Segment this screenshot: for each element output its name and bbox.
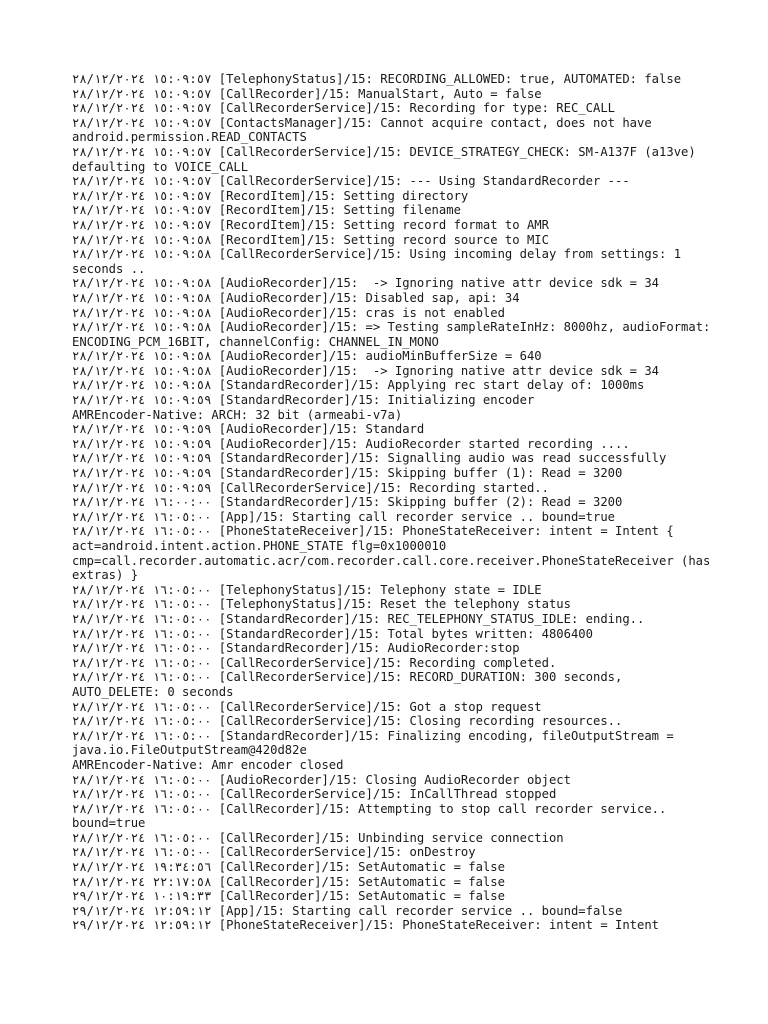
log-line (72, 670, 712, 699)
log-timestamp: ١٥:٠٩:٥٧ ٢٨/١٢/٢٠٢٤ (72, 72, 212, 86)
log-message: [AudioRecorder]/15: => Testing sampleRateInHz: 8000hz, audioFormat: ENCODING_PCM_16BIT, channelConfig: CHANNEL_IN_MONO (72, 320, 718, 349)
log-line (72, 276, 712, 291)
log-timestamp: ١٥:٠٩:٥٧ ٢٨/١٢/٢٠٢٤ (72, 101, 212, 116)
log-line (72, 583, 712, 598)
log-line (72, 451, 712, 466)
log-timestamp: ١٥:٠٩:٥٧ ٢٨/١٢/٢٠٢٤ (72, 217, 212, 232)
log-message: [RecordItem]/15: Setting directory (218, 188, 469, 203)
log-timestamp: ١٦:٠٥:٠٠ ٢٨/١٢/٢٠٢٤ (72, 524, 212, 539)
log-line (72, 510, 712, 525)
log-line (72, 72, 712, 87)
log-timestamp: ١٥:٠٩:٥٨ ٢٨/١٢/٢٠٢٤ (72, 363, 212, 378)
log-timestamp: ١٩:٣٤:٥٦ ٢٨/١٢/٢٠٢٤ (72, 860, 212, 875)
log-document (72, 72, 718, 933)
log-line (72, 378, 712, 393)
log-message: [CallRecorderService]/15: --- Using StandardRecorder --- (218, 174, 630, 189)
log-timestamp: ١٦:٠٥:٠٠ ٢٨/١٢/٢٠٢٤ (72, 845, 212, 860)
log-timestamp: ١٥:٠٩:٥٧ ٢٨/١٢/٢٠٢٤ (72, 144, 212, 159)
log-timestamp: ١٥:٠٩:٥٩ ٢٨/١٢/٢٠٢٤ (72, 466, 212, 481)
log-message: [AudioRecorder]/15: audioMinBufferSize = 640 (218, 349, 542, 364)
log-timestamp: ١٦:٠٥:٠٠ ٢٨/١٢/٢٠٢٤ (72, 699, 212, 714)
log-line (72, 918, 712, 933)
log-timestamp: ١٢:٥٩:١٢ ٢٩/١٢/٢٠٢٤ (72, 903, 212, 918)
log-timestamp: ١٦:٠٥:٠٠ ٢٨/١٢/٢٠٢٤ (72, 509, 212, 524)
log-line (72, 700, 712, 715)
log-timestamp: ١٢:٥٩:١٢ ٢٩/١٢/٢٠٢٤ (72, 918, 212, 933)
log-timestamp: ١٥:٠٩:٥٨ ٢٨/١٢/٢٠٢٤ (72, 320, 212, 335)
log-message: [ContactsManager]/15: Cannot acquire contact, does not have android.permission.READ_CONTACTS (72, 115, 660, 145)
log-timestamp: ١٦:٠٥:٠٠ ٢٨/١٢/٢٠٢٤ (72, 728, 212, 743)
log-message: [RecordItem]/15: Setting record source to MIC (218, 232, 549, 247)
log-timestamp: ١٦:٠٥:٠٠ ٢٨/١٢/٢٠٢٤ (72, 626, 212, 641)
log-message: [CallRecorderService]/15: Recording for type: REC_CALL (218, 101, 615, 116)
log-line (72, 904, 712, 919)
log-timestamp: ١٠:١٩:٣٣ ٢٩/١٢/٢٠٢٤ (72, 889, 212, 904)
log-line (72, 524, 718, 583)
log-lines (72, 72, 718, 933)
log-line (72, 203, 712, 218)
log-timestamp: ١٦:٠٥:٠٠ ٢٨/١٢/٢٠٢٤ (72, 772, 212, 787)
log-timestamp: ١٦:٠٠:٠٠ ٢٨/١٢/٢٠٢٤ (72, 495, 212, 510)
log-message: [StandardRecorder]/15: Total bytes written: 4806400 (218, 626, 593, 641)
log-timestamp: ١٦:٠٥:٠٠ ٢٨/١٢/٢٠٢٤ (72, 641, 212, 656)
log-message: [RecordItem]/15: Setting filename (218, 203, 461, 218)
log-message: [CallRecorderService]/15: InCallThread stopped (218, 787, 557, 802)
log-line (72, 495, 712, 510)
log-line (72, 101, 712, 116)
log-timestamp: ١٥:٠٩:٥٩ ٢٨/١٢/٢٠٢٤ (72, 451, 212, 466)
log-message: [StandardRecorder]/15: Initializing encoder (218, 393, 535, 408)
log-line (72, 466, 712, 481)
log-message: [PhoneStateReceiver]/15: PhoneStateReceiver: intent = Intent { act=android.intent.action.PHONE_STATE flg=0x1000010 cmp=call.recorder.automatic.acr/com.recorder.call.core.receiver.PhoneStateReceiver (has extras) } (72, 524, 718, 583)
log-message: [CallRecorderService]/15: Recording completed. (218, 655, 557, 670)
log-line (72, 845, 712, 860)
log-line (72, 889, 712, 904)
log-timestamp: ١٥:٠٩:٥٧ ٢٨/١٢/٢٠٢٤ (72, 174, 212, 189)
log-timestamp: ١٥:٠٩:٥٩ ٢٨/١٢/٢٠٢٤ (72, 480, 212, 495)
log-line (72, 422, 712, 437)
log-message: [StandardRecorder]/15: AudioRecorder:stop (218, 641, 520, 656)
log-message: [CallRecorder]/15: SetAutomatic = false (218, 889, 505, 904)
log-message: [StandardRecorder]/15: Signalling audio was read successfully (218, 451, 667, 466)
log-message: AMREncoder-Native: Amr encoder closed (72, 757, 344, 772)
log-line (72, 831, 712, 846)
log-line (72, 218, 712, 233)
log-line (72, 656, 712, 671)
log-message: [CallRecorderService]/15: Using incoming delay from settings: 1 seconds .. (72, 247, 689, 276)
log-timestamp: ١٥:٠٩:٥٩ ٢٨/١٢/٢٠٢٤ (72, 393, 212, 408)
log-line (72, 875, 712, 890)
log-message: [CallRecorderService]/15: DEVICE_STRATEGY_CHECK: SM-A137F (a13ve) defaulting to VOICE_CALL (72, 144, 704, 174)
log-line (72, 306, 712, 321)
log-message: [PhoneStateReceiver]/15: PhoneStateReceiver: intent = Intent (218, 918, 660, 933)
log-timestamp: ١٥:٠٩:٥٨ ٢٨/١٢/٢٠٢٤ (72, 276, 212, 291)
log-line (72, 802, 712, 831)
log-timestamp: ١٥:٠٩:٥٧ ٢٨/١٢/٢٠٢٤ (72, 86, 212, 101)
log-line (72, 627, 712, 642)
log-message: [CallRecorder]/15: Unbinding service connection (218, 830, 564, 845)
log-timestamp: ٢٢:١٧:٥٨ ٢٨/١٢/٢٠٢٤ (72, 874, 212, 889)
log-timestamp: ١٥:٠٩:٥٨ ٢٨/١٢/٢٠٢٤ (72, 247, 212, 262)
log-line (72, 612, 712, 627)
log-message: [AudioRecorder]/15: Closing AudioRecorder object (218, 772, 571, 787)
log-timestamp: ١٦:٠٥:٠٠ ٢٨/١٢/٢٠٢٤ (72, 597, 212, 612)
log-message: [CallRecorder]/15: SetAutomatic = false (218, 860, 505, 875)
log-timestamp: ١٦:٠٥:٠٠ ٢٨/١٢/٢٠٢٤ (72, 714, 212, 729)
log-message: [CallRecorder]/15: SetAutomatic = false (218, 874, 505, 889)
log-message: [CallRecorder]/15: ManualStart, Auto = false (218, 86, 542, 101)
log-timestamp: ١٦:٠٥:٠٠ ٢٨/١٢/٢٠٢٤ (72, 787, 212, 802)
log-message: [CallRecorderService]/15: Got a stop request (218, 699, 542, 714)
log-timestamp: ١٦:٠٥:٠٠ ٢٨/١٢/٢٠٢٤ (72, 611, 212, 626)
log-line (72, 860, 712, 875)
log-message: [AudioRecorder]/15: Standard (218, 422, 425, 437)
log-timestamp: ١٦:٠٥:٠٠ ٢٨/١٢/٢٠٢٤ (72, 830, 212, 845)
log-line (72, 393, 712, 408)
log-line (72, 641, 712, 656)
log-message: [StandardRecorder]/15: Skipping buffer (1): Read = 3200 (218, 466, 623, 481)
log-timestamp: ١٦:٠٥:٠٠ ٢٨/١٢/٢٠٢٤ (72, 582, 212, 597)
log-message: [StandardRecorder]/15: Applying rec start delay of: 1000ms (218, 378, 645, 393)
log-line (72, 481, 712, 496)
log-line (72, 189, 712, 204)
log-line (72, 714, 712, 729)
log-message: [CallRecorder]/15: Attempting to stop call recorder service.. bound=true (72, 801, 674, 831)
log-line (72, 145, 712, 174)
log-timestamp: ١٥:٠٩:٥٨ ٢٨/١٢/٢٠٢٤ (72, 305, 212, 320)
log-timestamp: ١٥:٠٩:٥٩ ٢٨/١٢/٢٠٢٤ (72, 436, 212, 451)
log-line (72, 597, 712, 612)
log-message: [CallRecorderService]/15: Closing recording resources.. (218, 714, 623, 729)
log-line (72, 729, 712, 758)
log-line (72, 437, 712, 452)
log-line (72, 233, 712, 248)
log-message: [CallRecorderService]/15: onDestroy (218, 845, 476, 860)
log-timestamp: ١٥:٠٩:٥٧ ٢٨/١٢/٢٠٢٤ (72, 188, 212, 203)
log-message: [StandardRecorder]/15: REC_TELEPHONY_STATUS_IDLE: ending.. (218, 611, 645, 626)
log-message: [CallRecorderService]/15: RECORD_DURATION: 300 seconds, AUTO_DELETE: 0 seconds (72, 670, 630, 699)
log-line (72, 408, 712, 423)
log-message: [TelephonyStatus]/15: Telephony state = IDLE (218, 582, 542, 597)
log-line (72, 758, 712, 773)
log-timestamp: ١٦:٠٥:٠٠ ٢٨/١٢/٢٠٢٤ (72, 801, 212, 816)
log-message: [TelephonyStatus]/15: Reset the telephony status (218, 597, 571, 612)
log-line (72, 773, 712, 788)
log-line (72, 116, 712, 145)
log-message: [TelephonyStatus]/15: RECORDING_ALLOWED: true, AUTOMATED: false (218, 72, 682, 86)
log-message: [AudioRecorder]/15: -> Ignoring native attr device sdk = 34 (218, 276, 660, 291)
log-timestamp: ١٥:٠٩:٥٨ ٢٨/١٢/٢٠٢٤ (72, 232, 212, 247)
log-timestamp: ١٥:٠٩:٥٩ ٢٨/١٢/٢٠٢٤ (72, 422, 212, 437)
log-timestamp: ١٥:٠٩:٥٨ ٢٨/١٢/٢٠٢٤ (72, 378, 212, 393)
log-line (72, 87, 712, 102)
log-message: [AudioRecorder]/15: cras is not enabled (218, 305, 505, 320)
log-line (72, 174, 712, 189)
log-message: [App]/15: Starting call recorder service .. bound=false (218, 903, 623, 918)
log-message: AMREncoder-Native: ARCH: 32 bit (armeabi-v7a) (72, 407, 403, 422)
log-line (72, 364, 712, 379)
log-message: [RecordItem]/15: Setting record format to AMR (218, 217, 549, 232)
log-message: [App]/15: Starting call recorder service .. bound=true (218, 509, 615, 524)
log-timestamp: ١٥:٠٩:٥٨ ٢٨/١٢/٢٠٢٤ (72, 290, 212, 305)
log-timestamp: ١٦:٠٥:٠٠ ٢٨/١٢/٢٠٢٤ (72, 655, 212, 670)
log-message: [StandardRecorder]/15: Finalizing encoding, fileOutputStream = java.io.FileOutputStream@420d82e (72, 728, 682, 758)
log-message: [AudioRecorder]/15: Disabled sap, api: 34 (218, 290, 520, 305)
log-message: [AudioRecorder]/15: -> Ignoring native attr device sdk = 34 (218, 363, 660, 378)
log-line (72, 247, 712, 276)
log-line (72, 787, 712, 802)
log-timestamp: ١٥:٠٩:٥٧ ٢٨/١٢/٢٠٢٤ (72, 203, 212, 218)
log-timestamp: ١٥:٠٩:٥٧ ٢٨/١٢/٢٠٢٤ (72, 115, 212, 130)
log-message: [AudioRecorder]/15: AudioRecorder started recording .... (218, 436, 630, 451)
log-line (72, 320, 718, 349)
log-timestamp: ١٥:٠٩:٥٨ ٢٨/١٢/٢٠٢٤ (72, 349, 212, 364)
log-timestamp: ١٦:٠٥:٠٠ ٢٨/١٢/٢٠٢٤ (72, 670, 212, 685)
log-message: [StandardRecorder]/15: Skipping buffer (2): Read = 3200 (218, 495, 623, 510)
log-message: [CallRecorderService]/15: Recording started.. (218, 480, 549, 495)
log-line (72, 349, 712, 364)
log-line (72, 291, 712, 306)
